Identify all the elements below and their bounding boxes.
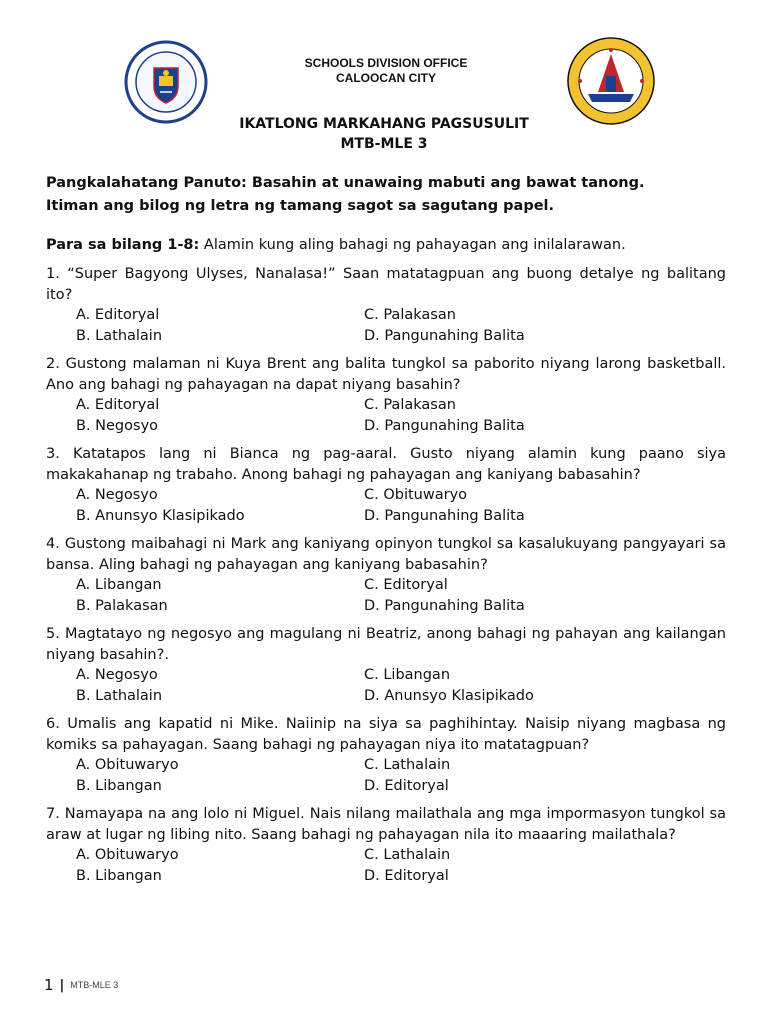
- question-item: [46, 804, 726, 886]
- answer-choice: B. Anunsyo Klasipikado: [76, 507, 245, 524]
- answer-choice: C. Palakasan: [364, 307, 456, 323]
- answer-choice: C. Editoryal: [364, 577, 448, 593]
- question-text: 4. Gustong maibahagi ni Mark ang kaniyang opinyon tungkol sa kasalukuyang pangyayari sa bansa. Aling bahagi ng pahayagan ang kaniyang babasahin?: [46, 536, 726, 573]
- answer-choices: [76, 575, 726, 616]
- answer-choice: A. Negosyo: [76, 487, 158, 503]
- answer-choices: [76, 755, 726, 796]
- answer-choice: C. Palakasan: [364, 397, 456, 413]
- question-text: 1. “Super Bagyong Ulyses, Nanalasa!” Saan matatagpuan ang buong detalye ng balitang ito?: [46, 266, 726, 303]
- question-item: [46, 444, 726, 526]
- answer-choices: [76, 395, 726, 436]
- answer-choices: [76, 665, 726, 706]
- page-number: 1: [44, 976, 54, 994]
- question-item: [46, 624, 726, 706]
- answer-choice: A. Obituwaryo: [76, 757, 179, 773]
- instructions-line-2: Itiman ang bilog ng letra ng tamang sagot sa sagutang papel.: [46, 198, 555, 214]
- instructions-line-1: Pangkalahatang Panuto: Basahin at unawaing mabuti ang bawat tanong.: [46, 175, 645, 191]
- answer-choice: C. Lathalain: [364, 847, 451, 863]
- section-instruction: [46, 235, 726, 256]
- answer-choice: D. Pangunahing Balita: [364, 327, 525, 344]
- section-label: Para sa bilang 1-8:: [46, 237, 200, 253]
- general-instructions: [46, 172, 726, 218]
- footer-separator: |: [59, 977, 65, 993]
- answer-choice: D. Pangunahing Balita: [364, 507, 525, 524]
- answer-choice: D. Editoryal: [364, 867, 449, 884]
- question-text: 7. Namayapa na ang lolo ni Miguel. Nais nilang mailathala ang mga impormasyon tungkol sa araw at lugar ng libing nito. Saang bahagi ng pahayagan nila ito maaaring mailathala?: [46, 806, 726, 843]
- question-item: [46, 354, 726, 436]
- answer-choice: A. Editoryal: [76, 397, 160, 413]
- answer-choice: C. Lathalain: [364, 757, 451, 773]
- answer-choice: A. Negosyo: [76, 667, 158, 683]
- section-text: Alamin kung aling bahagi ng pahayagan ang inilalarawan.: [199, 237, 626, 253]
- answer-choice: B. Libangan: [76, 777, 162, 794]
- question-text: 6. Umalis ang kapatid ni Mike. Naiinip na siya sa paghihintay. Naisip niyang magbasa ng komiks sa pahayagan. Saang bahagi ng pahayagan niya ito matatagpuan?: [46, 716, 726, 753]
- answer-choice: D. Pangunahing Balita: [364, 597, 525, 614]
- answer-choices: [76, 845, 726, 886]
- deped-seal-logo: [124, 40, 208, 124]
- question-text: 3. Katatapos lang ni Bianca ng pag-aaral. Gusto niyang alamin kung paano siya makakahanap ng trabaho. Anong bahagi ng pahayagan ang kaniyang babasahin?: [46, 446, 726, 483]
- exam-title-line-1: IKATLONG MARKAHANG PAGSUSULIT: [239, 116, 529, 132]
- answer-choice: D. Pangunahing Balita: [364, 417, 525, 434]
- page-footer: [44, 974, 118, 996]
- exam-title: [0, 114, 768, 154]
- answer-choice: A. Obituwaryo: [76, 847, 179, 863]
- org-header: [260, 56, 512, 86]
- answer-choice: A. Libangan: [76, 577, 162, 593]
- answer-choices: [76, 485, 726, 526]
- answer-choice: A. Editoryal: [76, 307, 160, 323]
- org-line-2: CALOOCAN CITY: [336, 71, 436, 85]
- question-item: [46, 714, 726, 796]
- answer-choice: B. Negosyo: [76, 417, 159, 434]
- question-text: 5. Magtatayo ng negosyo ang magulang ni Beatriz, anong bahagi ng pahayan ang kailangan niyang basahin?.: [46, 626, 726, 663]
- question-text: 2. Gustong malaman ni Kuya Brent ang balita tungkol sa paborito niyang larong basketball. Ano ang bahagi ng pahayagan na dapat niyang basahin?: [46, 356, 726, 393]
- question-item: [46, 534, 726, 616]
- answer-choice: B. Palakasan: [76, 597, 168, 614]
- question-item: [46, 264, 726, 346]
- sdo-caloocan-seal-logo: [566, 36, 656, 126]
- answer-choice: B. Libangan: [76, 867, 162, 884]
- question-list: [46, 264, 726, 894]
- answer-choice: B. Lathalain: [76, 687, 163, 704]
- answer-choice: C. Obituwaryo: [364, 487, 468, 503]
- answer-choice: D. Editoryal: [364, 777, 449, 794]
- exam-title-line-2: MTB-MLE 3: [340, 136, 428, 152]
- answer-choice: C. Libangan: [364, 667, 451, 683]
- answer-choice: B. Lathalain: [76, 327, 163, 344]
- org-line-1: SCHOOLS DIVISION OFFICE: [304, 56, 468, 70]
- answer-choices: [76, 305, 726, 346]
- footer-label: MTB-MLE 3: [70, 980, 119, 990]
- answer-choice: D. Anunsyo Klasipikado: [364, 687, 534, 704]
